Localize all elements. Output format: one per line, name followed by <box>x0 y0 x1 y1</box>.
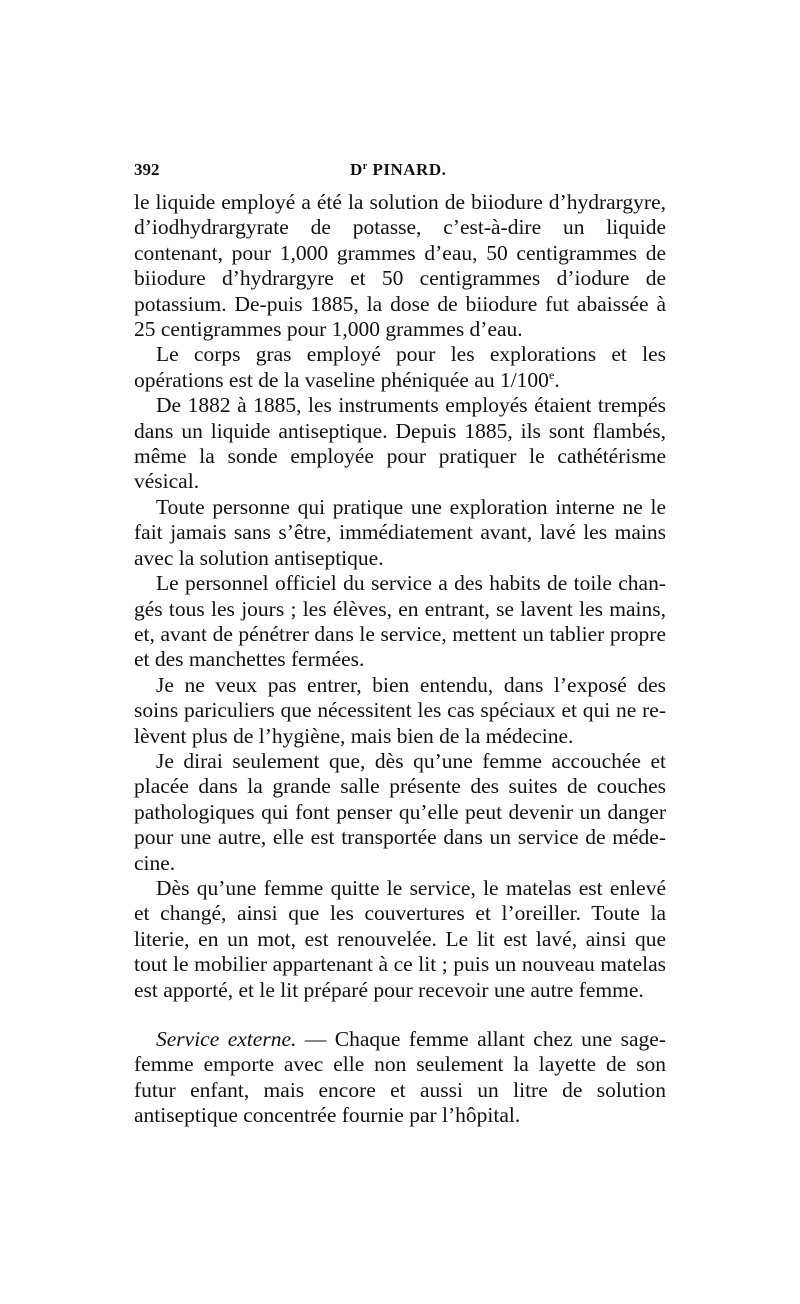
paragraph-service-externe <box>134 1027 666 1129</box>
paragraph-exploration: Toute personne qui pratique une exploration interne ne le fait jamais sans s’être, immédiatement avant, lavé les mains avec la solution antiseptique. <box>134 494 666 570</box>
paragraph-literie: Dès qu’une femme quitte le service, le matelas est enlevé et changé, ainsi que les couvertures et l’oreiller. Toute la literie, en un mot, est renouvelée. Le lit est lavé, ainsi que tout le mobilier appartenant à ce lit ; puis un nouveau matelas est apporté, et le lit préparé pour recevoir une autre femme. <box>134 875 666 1002</box>
section-text: — Chaque femme allant chez une sage-femme emporte avec elle non seulement la layette de son futur enfant, mais encore et aussi un litre de solution antiseptique concentrée fournie par l’hôpital. <box>134 1027 666 1128</box>
paragraph-vaseline-text: Le corps gras employé pour les explorations et les opérations est de la vaseline phéniquée au 1/100 <box>134 342 666 392</box>
author-name: PINARD. <box>372 160 447 179</box>
paragraph-solution: le liquide employé a été la solution de biiodure d’hydrargyre, d’iodhydrargyrate de potasse, c’est-à-dire un liquide contenant, pour 1,000 grammes d’eau, 50 centigrammes de biiodure d’hydrargyre et 50 centigrammes d’iodure de potassium. De-puis 1885, la dose de biiodure fut abaissée à 25 centigrammes pour 1,000 grammes d’eau. <box>134 190 666 342</box>
body-text <box>134 190 666 1129</box>
author-prefix: D <box>350 160 363 179</box>
page-number: 392 <box>134 160 160 179</box>
section-title: Service externe. <box>156 1027 297 1051</box>
paragraph-personnel: Le personnel officiel du service a des habits de toile chan-gés tous les jours ; les élèves, en entrant, se lavent les mains, et, avant de pénétrer dans le service, mettent un tablier propre et des manchettes fermées. <box>134 571 666 672</box>
paragraph-soins: Je ne veux pas entrer, bien entendu, dans l’exposé des soins pariculiers que nécessitent les cas spéciaux et qui ne re-lèvent plus de l’hygiène, mais bien de la médecine. <box>134 672 666 748</box>
ordinal-superscript: e <box>548 367 555 382</box>
author-header <box>350 160 446 180</box>
author-superscript: r <box>362 161 368 172</box>
book-page <box>134 160 666 1129</box>
running-head <box>134 160 666 190</box>
paragraph-transfer: Je dirai seulement que, dès qu’une femme accouchée et placée dans la grande salle présente des suites de couches pathologiques qui font penser qu’elle peut devenir un danger pour une autre, elle est transportée dans un service de méde-cine. <box>134 748 666 875</box>
paragraph-instruments: De 1882 à 1885, les instruments employés étaient trempés dans un liquide antiseptique. Depuis 1885, ils sont flambés, même la sonde employée pour pratiquer le cathétérisme vésical. <box>134 393 666 494</box>
paragraph-vaseline-end: . <box>554 367 560 392</box>
paragraph-vaseline <box>134 342 666 393</box>
